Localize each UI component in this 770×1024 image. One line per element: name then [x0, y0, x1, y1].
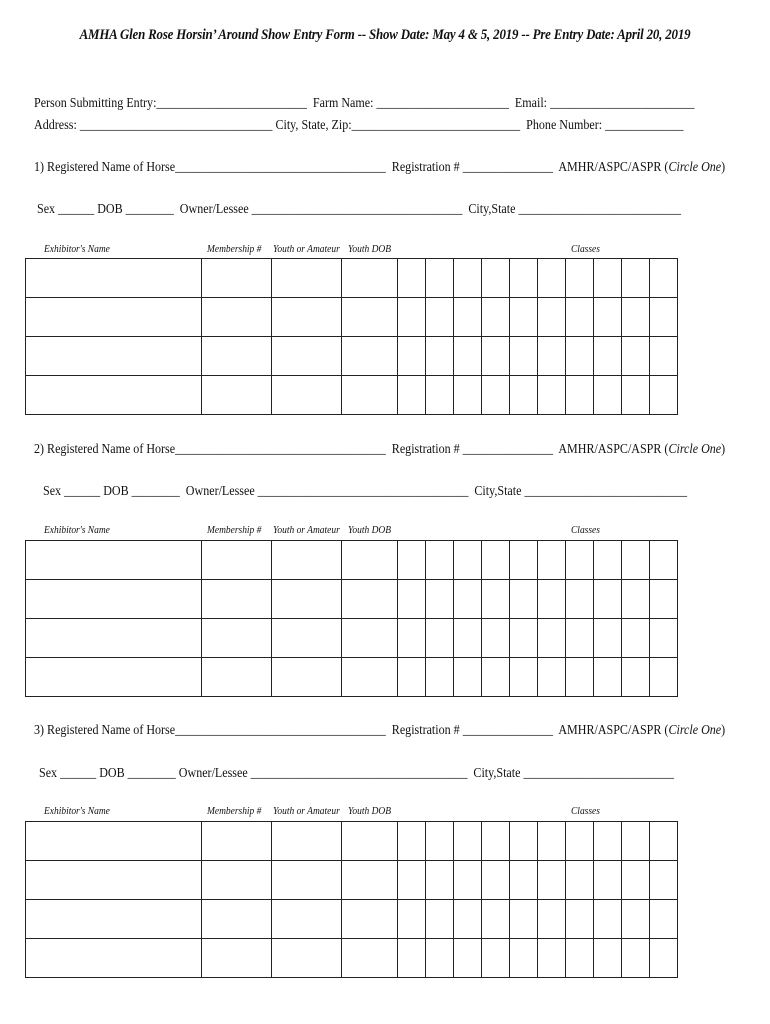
classes-header: Classes [571, 243, 600, 255]
horse-1-name-line[interactable]: 1) Registered Name of Horse___________________________________ Registration # _______________ AMHR/ASPC/ASPR (Circle One) [34, 160, 726, 175]
youth-dob-header: Youth DOB [348, 243, 392, 255]
exhibitor-header: Exhibitor's Name [44, 243, 110, 255]
form-title: AMHA Glen Rose Horsin’ Around Show Entry Form -- Show Date: May 4 & 5, 2019 -- Pre Entry Date: April 20, 2019 [79, 27, 691, 43]
table-row[interactable] [26, 580, 678, 619]
youth-amateur-header: Youth or Amateur [273, 524, 340, 536]
table-row[interactable] [26, 861, 678, 900]
table-row[interactable] [26, 939, 678, 978]
youth-dob-header: Youth DOB [348, 524, 392, 536]
exhibitor-header: Exhibitor's Name [44, 524, 110, 536]
youth-dob-header: Youth DOB [348, 805, 392, 817]
circle-one-label: Circle One [668, 723, 722, 738]
horse-1-name-text: 1) Registered Name of Horse___________________________________ Registration # _______________ AMHR/ASPC/ASPR ( [34, 160, 669, 175]
table-row[interactable] [26, 541, 678, 580]
table-row[interactable] [26, 298, 678, 337]
table-row[interactable] [26, 337, 678, 376]
entry-table-3 [25, 821, 678, 978]
horse-3-details-line[interactable]: Sex ______ DOB ________ Owner/Lessee ____________________________________ City,State _________________________ [39, 766, 674, 781]
horse-3-name-line[interactable]: 3) Registered Name of Horse___________________________________ Registration # _______________ AMHR/ASPC/ASPR (Circle One) [34, 723, 726, 738]
horse-2-name-text: 2) Registered Name of Horse___________________________________ Registration # _______________ AMHR/ASPC/ASPR ( [34, 442, 669, 457]
youth-amateur-header: Youth or Amateur [273, 805, 340, 817]
circle-one-label: Circle One [668, 442, 722, 457]
table-row[interactable] [26, 619, 678, 658]
horse-1-details-line[interactable]: Sex ______ DOB ________ Owner/Lessee ___________________________________ City,State ___________________________ [37, 202, 682, 217]
classes-header: Classes [571, 524, 600, 536]
horse-3-name-text: 3) Registered Name of Horse___________________________________ Registration # _______________ AMHR/ASPC/ASPR ( [34, 723, 669, 738]
membership-header: Membership # [207, 243, 262, 255]
table-row[interactable] [26, 658, 678, 697]
entry-table-2 [25, 540, 678, 697]
membership-header: Membership # [207, 805, 262, 817]
circle-one-label: Circle One [668, 160, 722, 175]
classes-header: Classes [571, 805, 600, 817]
table-row[interactable] [26, 900, 678, 939]
youth-amateur-header: Youth or Amateur [273, 243, 340, 255]
horse-2-details-line[interactable]: Sex ______ DOB ________ Owner/Lessee ___________________________________ City,State ___________________________ [43, 484, 688, 499]
address-line[interactable]: Address: ________________________________ City, State, Zip:____________________________ Phone Number: _____________ [34, 118, 684, 133]
table-row[interactable] [26, 822, 678, 861]
horse-2-name-line[interactable]: 2) Registered Name of Horse___________________________________ Registration # _______________ AMHR/ASPC/ASPR (Circle One) [34, 442, 726, 457]
membership-header: Membership # [207, 524, 262, 536]
table-row[interactable] [26, 259, 678, 298]
entry-table-1 [25, 258, 678, 415]
exhibitor-header: Exhibitor's Name [44, 805, 110, 817]
table-row[interactable] [26, 376, 678, 415]
submitter-line[interactable]: Person Submitting Entry:_________________________ Farm Name: ______________________ Email: ________________________ [34, 96, 695, 111]
